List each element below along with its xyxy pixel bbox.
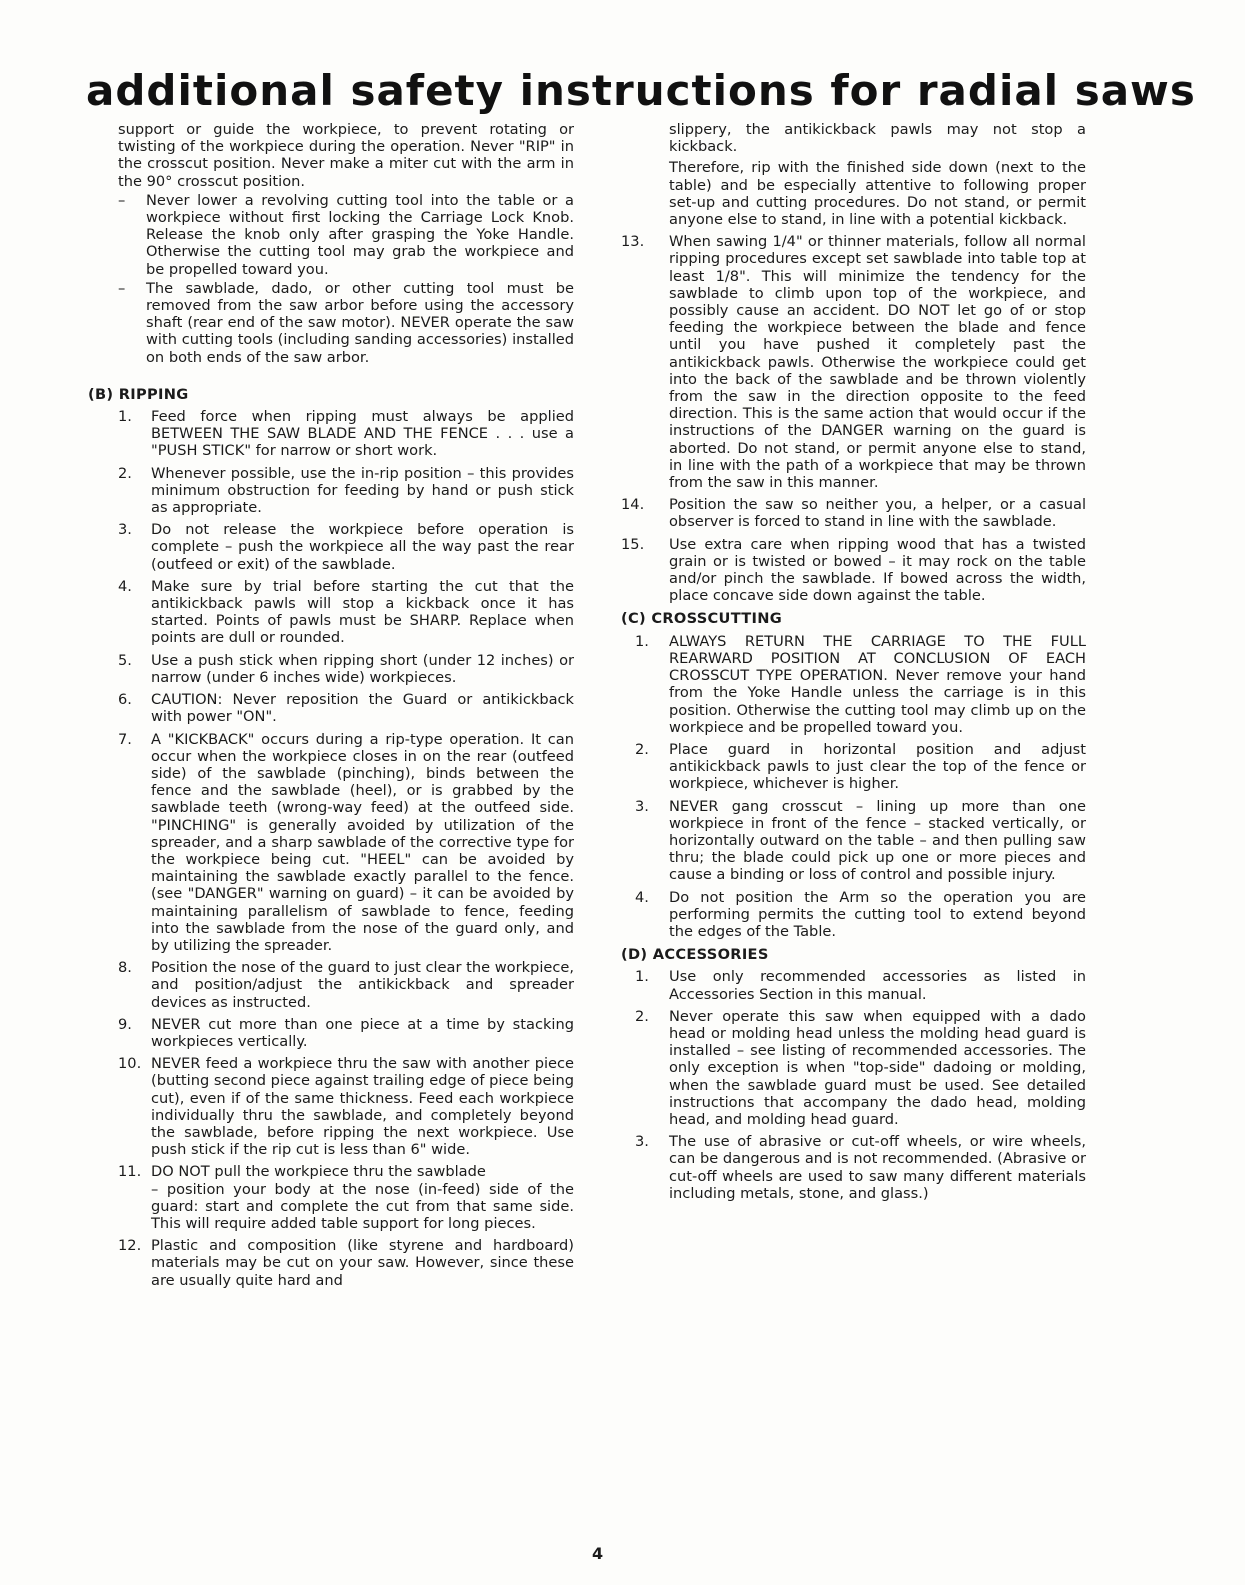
list-item [118, 691, 574, 725]
list-item [621, 536, 1086, 605]
list-item [621, 798, 1086, 884]
section-heading-ripping: (B) RIPPING [88, 385, 189, 403]
item-number: 4. [635, 888, 649, 906]
item-text: Do not position the Arm so the operation you are performing permits the cutting tool to extend beyond the edges of the Table. [669, 888, 1086, 940]
dash-mark: – [118, 279, 126, 297]
continued-paragraph: Therefore, rip with the finished side down (next to the table) and be especially attentive to following proper set-up and cutting procedures. Do not stand, or permit anyone else to stand, in line with a potential kickback. [669, 159, 1086, 229]
dash-text: Never lower a revolving cutting tool into the table or a workpiece without first locking the Carriage Lock Knob. Release the knob only after grasping the Yoke Handle. Otherwise the cutting tool may grab the workpiece and be propelled toward you. [146, 191, 574, 278]
list-item [621, 1008, 1086, 1128]
item-text: Whenever possible, use the in-rip position – this provides minimum obstruction for feeding by hand or push stick as appropriate. [151, 464, 574, 517]
section-heading-crosscutting: (C) CROSSCUTTING [621, 610, 783, 628]
left-column [88, 121, 574, 1289]
list-item [118, 408, 574, 460]
list-item [118, 1237, 574, 1289]
item-text: Use extra care when ripping wood that has a twisted grain or is twisted or bowed – it may rock on the table and/or pinch the sawblade. If bowed across the width, place concave side down against the table. [669, 535, 1086, 605]
item-text: Do not release the workpiece before operation is complete – push the workpiece all the way past the rear (outfeed or exit) of the sawblade. [151, 521, 574, 573]
item-text: Position the saw so neither you, a helper, or a casual observer is forced to stand in line with the sawblade. [669, 496, 1086, 531]
item-number: 7. [118, 730, 132, 748]
list-item [118, 731, 574, 955]
item-number: 2. [118, 464, 132, 482]
item-text: Use only recommended accessories as listed in Accessories Section in this manual. [669, 968, 1086, 1003]
item-number: 3. [118, 521, 132, 539]
list-item [621, 968, 1086, 1002]
right-column [621, 121, 1086, 1202]
item-number: 13. [621, 233, 645, 251]
list-item [118, 1163, 574, 1232]
list-item [118, 1055, 574, 1158]
dash-item [118, 192, 574, 278]
item-text: Plastic and composition (like styrene and hardboard) materials may be cut on your saw. However, since these are usually quite hard and [151, 1237, 574, 1289]
item-number: 9. [118, 1015, 132, 1033]
item-number: 6. [118, 691, 132, 709]
item-text: ALWAYS RETURN THE CARRIAGE TO THE FULL REARWARD POSITION AT CONCLUSION OF EACH CROSSCUT TYPE OPERATION. Never remove your hand from the Yoke Handle unless the carriage is in this position. Otherwise the cutting tool may climb up on the workpiece and be propelled toward you. [669, 632, 1086, 736]
page-number: 4 [592, 1544, 604, 1563]
item-number: 2. [635, 1007, 649, 1025]
item-number: 8. [118, 959, 132, 977]
item-text: Make sure by trial before starting the cut that the antikickback pawls will stop a kickback once it has started. Points of pawls must be SHARP. Replace when points are dull or rounded. [151, 577, 574, 647]
item-number: 4. [118, 577, 132, 595]
item-text: Position the nose of the guard to just clear the workpiece, and position/adjust the antikickback and spreader devices as instructed. [151, 959, 574, 1011]
item-text: NEVER gang crosscut – lining up more than one workpiece in front of the fence – stacked vertically, or horizontally outward on the table – and then pulling saw thru; the blade could pick up one or more pieces and cause a binding or loss of control and possible injury. [669, 797, 1086, 884]
list-item [118, 465, 574, 517]
item-text: NEVER feed a workpiece thru the saw with another piece (butting second piece against trailing edge of piece being cut), even if of the same thickness. Feed each workpiece individually thru the sawblade, and completely beyond the sawblade, before ripping the next workpiece. Use push stick if the rip cut is less than 6" wide. [151, 1055, 574, 1159]
item-text: NEVER cut more than one piece at a time by stacking workpieces vertically. [151, 1015, 574, 1050]
item-number: 5. [118, 651, 132, 669]
list-item [118, 959, 574, 1011]
item-number: 3. [635, 797, 649, 815]
continued-paragraph: slippery, the antikickback pawls may not stop a kickback. [669, 121, 1086, 156]
section-heading-accessories: (D) ACCESSORIES [621, 946, 769, 964]
list-item [118, 652, 574, 686]
item-text: Feed force when ripping must always be applied BETWEEN THE SAW BLADE AND THE FENCE . . . use a "PUSH STICK" for narrow or short work. [151, 408, 574, 460]
item-text: Never operate this saw when equipped with a dado head or molding head unless the molding head guard is installed – see listing of recommended accessories. The only exception is when "top-side" dadoing or molding, when the sawblade guard must be used. See detailed instructions that accompany the dado head, molding head, and molding head guard. [669, 1007, 1086, 1128]
item-number: 1. [635, 968, 649, 986]
list-item [621, 1133, 1086, 1202]
list-item [118, 578, 574, 647]
item-number: 1. [118, 408, 132, 426]
list-item [621, 741, 1086, 793]
list-item [621, 889, 1086, 941]
item-number: 14. [621, 496, 645, 514]
list-item [621, 496, 1086, 530]
list-item [621, 233, 1086, 491]
page-title: additional safety instructions for radial saws [86, 66, 1196, 115]
item-text: Use a push stick when ripping short (under 12 inches) or narrow (under 6 inches wide) workpieces. [151, 651, 574, 686]
item-text: DO NOT pull the workpiece thru the sawblade [151, 1163, 486, 1181]
list-item [621, 633, 1086, 736]
item-number: 3. [635, 1133, 649, 1151]
dash-item [118, 280, 574, 366]
item-number: 12. [118, 1237, 142, 1255]
item-text: Place guard in horizontal position and adjust antikickback pawls to just clear the top of the fence or workpiece, whichever is higher. [669, 740, 1086, 793]
item-number: 2. [635, 740, 649, 758]
item-number: 11. [118, 1163, 142, 1181]
list-item [118, 521, 574, 573]
item-number: 1. [635, 632, 649, 650]
item-number: 10. [118, 1055, 142, 1073]
list-item [118, 1016, 574, 1050]
item-text: A "KICKBACK" occurs during a rip-type operation. It can occur when the workpiece closes in on the rear (outfeed side) of the sawblade (pinching), binds between the fence and the sawblade (heel), or is grabbed by the sawblade teeth (wrong-way feed) at the outfeed side. "PINCHING" is generally avoided by utilization of the spreader, and a sharp sawblade of the corrective type for the workpiece being cut. "HEEL" can be avoided by maintaining the sawblade exactly parallel to the fence. (see "DANGER" warning on guard) – it can be avoided by maintaining parallelism of sawblade to fence, feeding into the sawblade from the nose of the guard only, and by utilizing the spreader. [151, 730, 574, 954]
item-subtext: – position your body at the nose (in-feed) side of the guard: start and complete the cut from that same side. This will require added table support for long pieces. [151, 1180, 574, 1232]
item-text: When sawing 1/4" or thinner materials, follow all normal ripping procedures except set sawblade into table top at least 1/8". This will minimize the tendency for the sawblade to climb upon top of the workpiece, and possibly cause an accident. DO NOT let go of or stop feeding the workpiece between the blade and fence until you have pushed it completely past the antikickback pawls. Otherwise the workpiece could get into the back of the sawblade and be thrown violently from the saw in the direction opposite to the feed direction. This is the same action that would occur if the instructions of the DANGER warning on the guard is aborted. Do not stand, or permit anyone else to stand, in line with the path of a workpiece that may be thrown from the saw in this manner. [669, 233, 1086, 492]
dash-mark: – [118, 191, 126, 209]
item-number: 15. [621, 535, 645, 553]
item-text: The use of abrasive or cut-off wheels, or wire wheels, can be dangerous and is not recommended. (Abrasive or cut-off wheels are used to saw many different materials including metals, stone, and glass.) [669, 1133, 1086, 1202]
dash-text: The sawblade, dado, or other cutting tool must be removed from the saw arbor before using the accessory shaft (rear end of the saw motor). NEVER operate the saw with cutting tools (including sanding accessories) installed on both ends of the saw arbor. [146, 279, 574, 366]
item-text: CAUTION: Never reposition the Guard or antikickback with power "ON". [151, 691, 574, 726]
intro-paragraph: support or guide the workpiece, to prevent rotating or twisting of the workpiece during the operation. Never "RIP" in the crosscut position. Never make a miter cut with the arm in the 90° crosscut position. [118, 121, 574, 190]
